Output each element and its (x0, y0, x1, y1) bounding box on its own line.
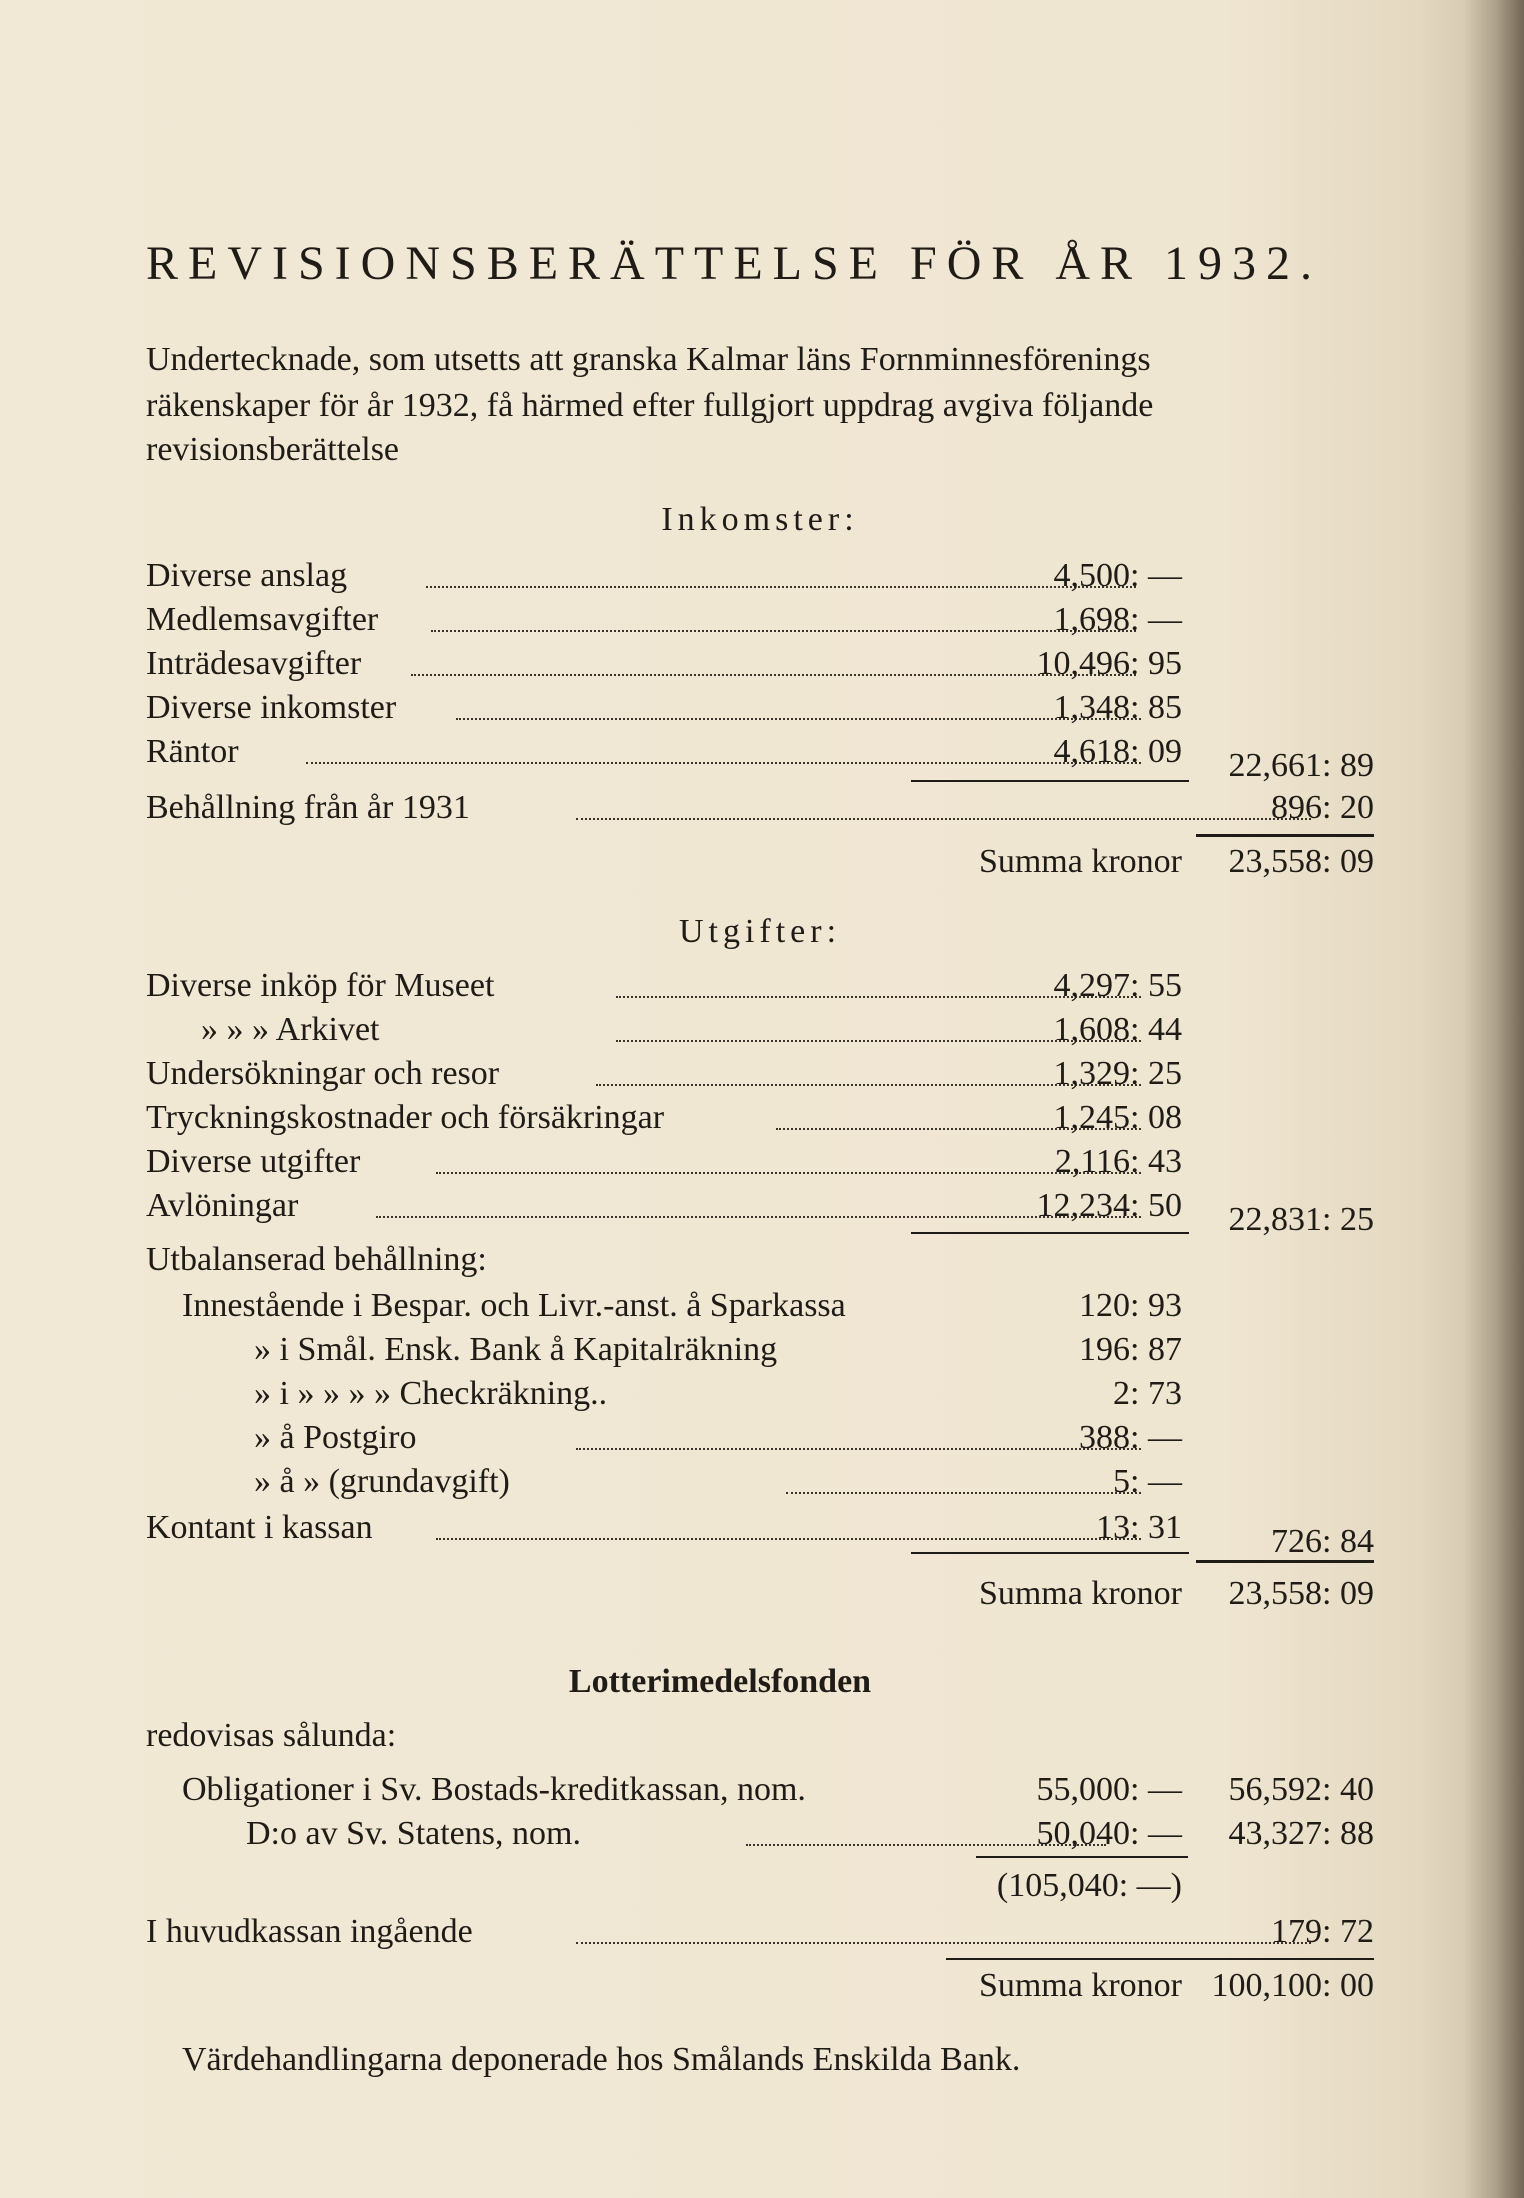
dot-leader (576, 1448, 1141, 1450)
balance-heading: Utbalanserad behållning: (146, 1241, 487, 1278)
page-edge-shadow (1464, 0, 1524, 2198)
balance-amount: 2: 73 (1113, 1375, 1182, 1412)
dot-leader (306, 762, 1141, 764)
balance-amount: 196: 87 (1079, 1331, 1182, 1368)
lottery-subtotal: (105,040: —) (996, 1867, 1182, 1904)
income-label: Inträdesavgifter (146, 645, 362, 682)
income-amount: 1,348: 85 (1053, 689, 1182, 726)
balance-label: » å Postgiro (254, 1419, 417, 1456)
lottery-value: 43,327: 88 (1228, 1815, 1374, 1852)
income-balance-label: Behållning från år 1931 (146, 789, 470, 826)
lottery-sum-amount: 100,100: 00 (1211, 1967, 1374, 2004)
income-amount: 4,618: 09 (1053, 733, 1182, 770)
lottery-sum-rule (946, 1958, 1374, 1960)
income-label: Diverse anslag (146, 557, 348, 594)
dot-leader (436, 1538, 1141, 1540)
expense-sum-label: Summa kronor (978, 1575, 1182, 1612)
dot-leader (411, 674, 1136, 676)
dot-leader (426, 586, 1136, 588)
income-sum-amount: 23,558: 09 (1228, 843, 1374, 880)
lottery-rule (976, 1856, 1188, 1858)
expense-sum-rule (1196, 1560, 1374, 1563)
lottery-cash-amount: 179: 72 (1271, 1913, 1374, 1950)
balance-total: 726: 84 (1271, 1523, 1374, 1560)
balance-amount: 388: — (1079, 1419, 1182, 1456)
expense-label: Avlöningar (146, 1187, 299, 1224)
lottery-heading: Lotterimedelsfonden (568, 1663, 872, 1700)
expense-amount: 2,116: 43 (1054, 1143, 1182, 1180)
dot-leader (436, 1172, 1141, 1174)
income-label: Räntor (146, 733, 239, 770)
dot-leader (376, 1216, 1141, 1218)
expense-amount: 1,608: 44 (1053, 1011, 1182, 1048)
expense-label: Diverse inköp för Museet (146, 967, 495, 1004)
expense-subtotal: 22,831: 25 (1228, 1201, 1374, 1238)
lottery-nominal: 55,000: — (1036, 1771, 1182, 1808)
income-sum-rule (1196, 834, 1374, 837)
income-heading: Inkomster: (661, 501, 859, 538)
dot-leader (431, 630, 1136, 632)
income-amount: 4,500: — (1053, 557, 1182, 594)
intro-line-1: Undertecknade, som utsetts att granska Kalmar läns Fornminnesförenings (146, 341, 1151, 378)
expense-sum-amount: 23,558: 09 (1228, 1575, 1374, 1612)
income-rule (911, 780, 1189, 782)
lottery-value: 56,592: 40 (1228, 1771, 1374, 1808)
lottery-sum-label: Summa kronor (978, 1967, 1182, 2004)
balance-label: » i » » » » Checkräkning.. (254, 1375, 608, 1412)
expense-label: Tryckningskostnader och försäkringar (146, 1099, 665, 1136)
expense-amount: 4,297: 55 (1053, 967, 1182, 1004)
expense-amount: 1,245: 08 (1053, 1099, 1182, 1136)
intro-line-2: räkenskaper för år 1932, få härmed efter fullgjort uppdrag avgiva följande (146, 387, 1154, 424)
dot-leader (456, 718, 1141, 720)
document-content (146, 0, 1374, 2198)
cash-label: Kontant i kassan (146, 1509, 373, 1546)
dot-leader (786, 1492, 1141, 1494)
lottery-label: Obligationer i Sv. Bostads-kreditkassan, nom. (182, 1771, 806, 1808)
document-title: REVISIONSBERÄTTELSE FÖR ÅR 1932. (146, 237, 1323, 290)
footer-note: Värdehandlingarna deponerade hos Smålands Enskilda Bank. (182, 2041, 1021, 2078)
lottery-label: D:o av Sv. Statens, nom. (246, 1815, 581, 1852)
expense-label: Undersökningar och resor (146, 1055, 500, 1092)
dot-leader (576, 1942, 1311, 1944)
lottery-nominal: 50,040: — (1036, 1815, 1182, 1852)
income-label: Medlemsavgifter (146, 601, 379, 638)
income-sum-label: Summa kronor (978, 843, 1182, 880)
income-balance-amount: 896: 20 (1271, 789, 1374, 826)
expense-label: Diverse utgifter (146, 1143, 361, 1180)
balance-amount: 120: 93 (1079, 1287, 1182, 1324)
expense-rule (911, 1232, 1189, 1234)
expenses-heading: Utgifter: (678, 913, 842, 950)
dot-leader (576, 818, 1311, 820)
income-subtotal: 22,661: 89 (1228, 747, 1374, 784)
intro-line-3: revisionsberättelse (146, 431, 400, 468)
balance-label: » å » (grundavgift) (254, 1463, 510, 1500)
lottery-cash-label: I huvudkassan ingående (146, 1913, 473, 1950)
income-amount: 10,496: 95 (1036, 645, 1182, 682)
income-amount: 1,698: — (1053, 601, 1182, 638)
income-label: Diverse inkomster (146, 689, 397, 726)
expense-amount: 1,329: 25 (1053, 1055, 1182, 1092)
balance-amount: 5: — (1113, 1463, 1182, 1500)
balance-label: Innestående i Bespar. och Livr.-anst. å Sparkassa (182, 1287, 846, 1324)
expense-label: » » » Arkivet (201, 1011, 380, 1048)
lottery-subheading: redovisas sålunda: (146, 1717, 397, 1754)
balance-label: » i Smål. Ensk. Bank å Kapitalräkning (254, 1331, 778, 1368)
expense-amount: 12,234: 50 (1036, 1187, 1182, 1224)
cash-amount: 13: 31 (1096, 1509, 1182, 1546)
cash-rule (911, 1552, 1189, 1554)
